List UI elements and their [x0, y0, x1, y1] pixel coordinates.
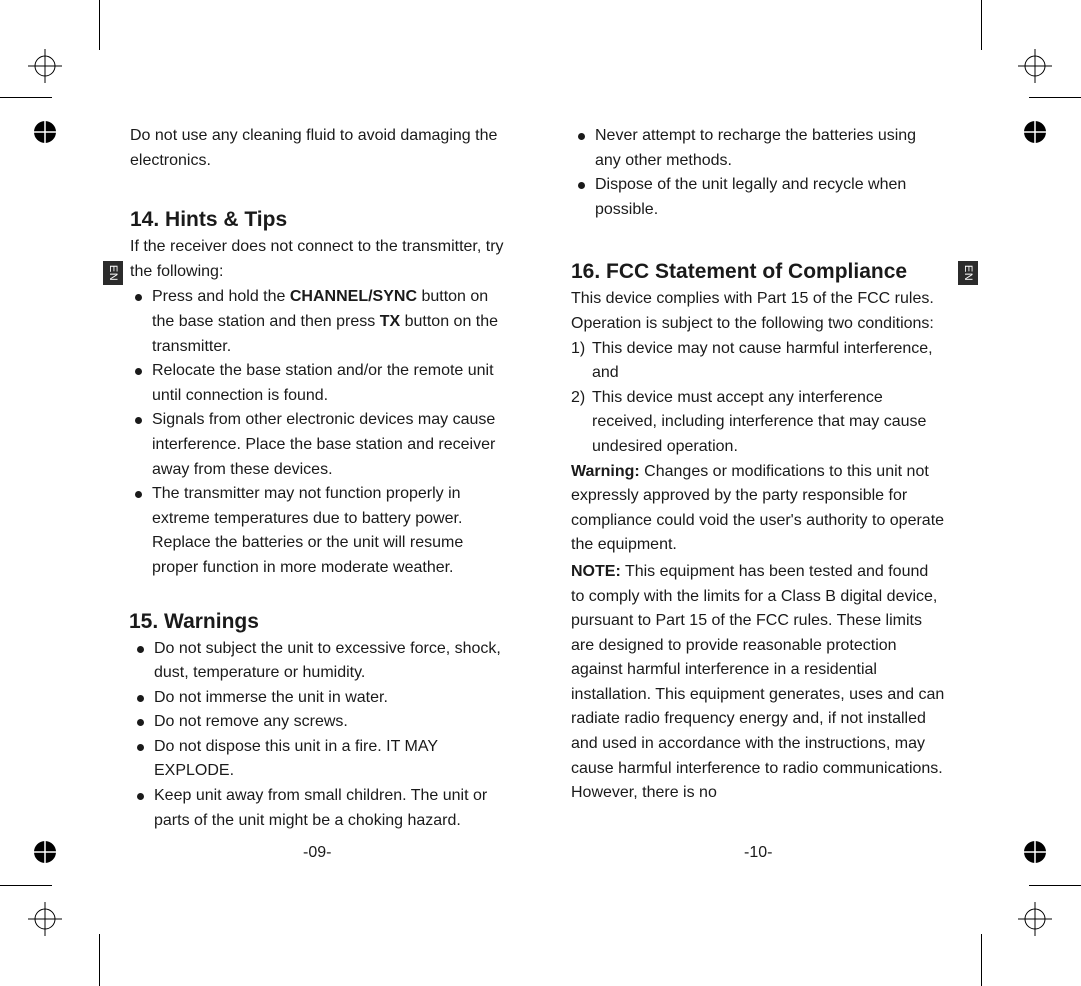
- trim-mark: [99, 934, 100, 986]
- fcc-conditions: [571, 337, 946, 460]
- right-page: [571, 124, 946, 806]
- registration-dot-icon: [1023, 840, 1047, 864]
- button-name-tx: TX: [379, 312, 401, 330]
- language-tab-right: [958, 261, 978, 285]
- battery-list: [573, 124, 946, 222]
- language-tab-label: EN: [962, 264, 974, 282]
- language-tab-label: EN: [107, 264, 119, 282]
- registration-dot-icon: [33, 840, 57, 864]
- section-heading-hints-tips: 14. Hints & Tips: [130, 208, 288, 232]
- bullet-text: button on the base station and then press: [152, 288, 489, 330]
- list-item: The transmitter may not function properly in extreme temperatures due to battery power. Replace the batteries or the unit will resume proper function in more moderate weather.: [130, 482, 505, 580]
- list-item: Do not immerse the unit in water.: [132, 686, 505, 711]
- fcc-intro: This device complies with Part 15 of the FCC rules. Operation is subject to the following two conditions:: [571, 290, 934, 332]
- condition-text: This device must accept any interference received, including interference that may cause undesired operation.: [592, 388, 927, 455]
- button-name-channel-sync: CHANNEL/SYNC: [289, 288, 417, 306]
- registration-crosshair-icon: [28, 902, 62, 936]
- fcc-warning: [571, 460, 946, 558]
- list-item: Relocate the base station and/or the remote unit until connection is found.: [130, 359, 505, 408]
- warning-text: Changes or modifications to this unit not expressly approved by the party responsible for compliance could void the user's authority to operate the equipment.: [571, 462, 945, 554]
- registration-crosshair-icon: [1018, 49, 1052, 83]
- trim-mark: [981, 934, 982, 986]
- condition-number: 1): [571, 339, 586, 357]
- condition-number: 2): [571, 388, 586, 406]
- registration-crosshair-icon: [1018, 902, 1052, 936]
- list-item: Do not subject the unit to excessive force, shock, dust, temperature or humidity.: [132, 637, 505, 686]
- list-item: Keep unit away from small children. The unit or parts of the unit might be a choking hazard.: [132, 784, 505, 833]
- section-heading-fcc: 16. FCC Statement of Compliance: [571, 260, 908, 284]
- note-text: This equipment has been tested and found to comply with the limits for a Class B digital device, pursuant to Part 15 of the FCC rules. These limits are designed to provide reasonable protection against harmful interference in a residential installation. This equipment generates, uses and can radiate radio frequency energy and, if not installed and used in accordance with the instructions, may cause harmful interference to radio communications. However, there is no: [571, 562, 945, 802]
- trim-mark: [0, 885, 52, 886]
- trim-mark: [981, 0, 982, 50]
- warnings-list: [132, 637, 505, 834]
- trim-mark: [1029, 97, 1081, 98]
- list-item: [571, 386, 946, 460]
- page-number-left: -09-: [303, 844, 332, 861]
- list-item: [571, 337, 946, 386]
- fcc-note: [571, 560, 946, 806]
- list-item: Never attempt to recharge the batteries using any other methods.: [573, 124, 946, 173]
- list-item: Do not dispose this unit in a fire. IT MAY EXPLODE.: [132, 735, 505, 784]
- trim-mark: [1029, 885, 1081, 886]
- list-item: Dispose of the unit legally and recycle when possible.: [573, 173, 946, 222]
- page-number-right: -10-: [744, 844, 773, 861]
- trim-mark: [99, 0, 100, 50]
- cleaning-note: Do not use any cleaning fluid to avoid damaging the electronics.: [130, 127, 498, 169]
- list-item: Signals from other electronic devices may cause interference. Place the base station and receiver away from these devices.: [130, 408, 505, 482]
- registration-crosshair-icon: [28, 49, 62, 83]
- hints-list: [130, 285, 505, 580]
- section-heading-warnings: 15. Warnings: [129, 609, 259, 633]
- list-item: [130, 285, 505, 359]
- bullet-text: button on the transmitter.: [152, 312, 499, 355]
- warning-label: Warning:: [571, 462, 640, 480]
- note-label: NOTE:: [571, 562, 621, 580]
- hints-intro: If the receiver does not connect to the transmitter, try the following:: [130, 238, 504, 280]
- bullet-text: Press and hold the: [152, 288, 290, 306]
- registration-dot-icon: [33, 120, 57, 144]
- list-item: Do not remove any screws.: [132, 710, 505, 735]
- registration-dot-icon: [1023, 120, 1047, 144]
- left-page: [130, 124, 505, 833]
- trim-mark: [0, 97, 52, 98]
- condition-text: This device may not cause harmful interference, and: [592, 339, 933, 382]
- language-tab-left: [103, 261, 123, 285]
